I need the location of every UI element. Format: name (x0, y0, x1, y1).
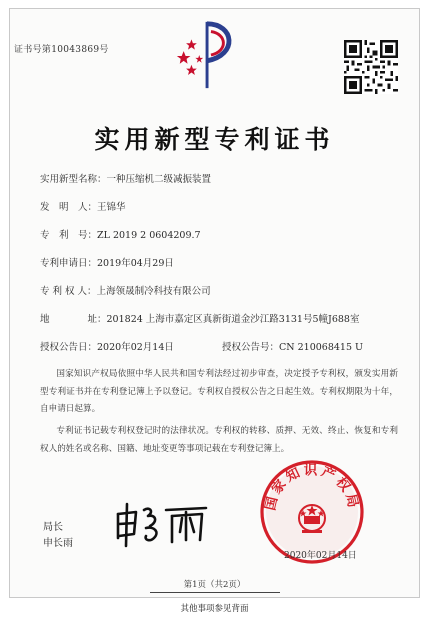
director-signature (110, 500, 220, 548)
qr-code (344, 40, 398, 94)
grant-statement: 国家知识产权局依照中华人民共和国专利法经过初步审查，决定授予专利权，颁发实用新型专利证书并在专利登记簿上予以登记。专利权自授权公告之日起生效。专利权期限为十年，自申请日起算。 (40, 369, 398, 414)
field-label: 专 利 权 人： (40, 286, 97, 297)
field-value: 一种压缩机二级减振装置 (106, 174, 212, 185)
seal-text: 国家知识产权局 (262, 462, 362, 512)
field-patentee (40, 283, 211, 297)
field-value: 2020年02月14日 (97, 342, 174, 353)
field-patent-no (40, 227, 201, 241)
certificate-number: 证书号第10043869号 (14, 45, 109, 55)
field-label: 授权公告号： (222, 342, 280, 353)
field-address (40, 311, 359, 325)
patent-office-emblem (170, 16, 248, 94)
field-label: 专利申请日： (40, 258, 98, 269)
field-value: 王锦华 (97, 202, 126, 213)
director-name: 申长雨 (43, 538, 73, 549)
field-inventor (40, 199, 126, 213)
field-grant-date (40, 339, 174, 353)
field-filing-date (40, 255, 174, 269)
field-label: 发 明 人： (40, 202, 98, 213)
page-number: 第1页（共2页） (183, 580, 246, 590)
field-label: 专 利 号： (40, 230, 98, 241)
field-value: 201824 上海市嘉定区真新街道金沙江路3131号5幢J688室 (106, 314, 360, 325)
field-label: 实用新型名称： (40, 174, 107, 185)
field-label: 地 址： (40, 314, 107, 325)
field-label: 授权公告日： (40, 342, 98, 353)
seal-date: 2020年02月14日 (284, 551, 357, 561)
field-value: ZL 2019 2 0604209.7 (97, 230, 201, 241)
field-utility-name (40, 171, 211, 185)
field-grant-no (222, 339, 363, 353)
footer-divider (150, 592, 280, 593)
field-value: CN 210068415 U (279, 342, 364, 353)
certificate-title: 实用新型专利证书 (94, 125, 335, 154)
footer-note: 其他事项参见背面 (180, 604, 249, 614)
legal-status-statement: 专利证书记载专利权登记时的法律状况。专利权的转移、质押、无效、终止、恢复和专利权人的姓名或名称、国籍、地址变更等事项记载在专利登记簿上。 (40, 426, 398, 454)
field-value: 2019年04月29日 (97, 258, 174, 269)
field-value: 上海领晟制冷科技有限公司 (96, 286, 211, 297)
director-title: 局长 (43, 522, 63, 533)
